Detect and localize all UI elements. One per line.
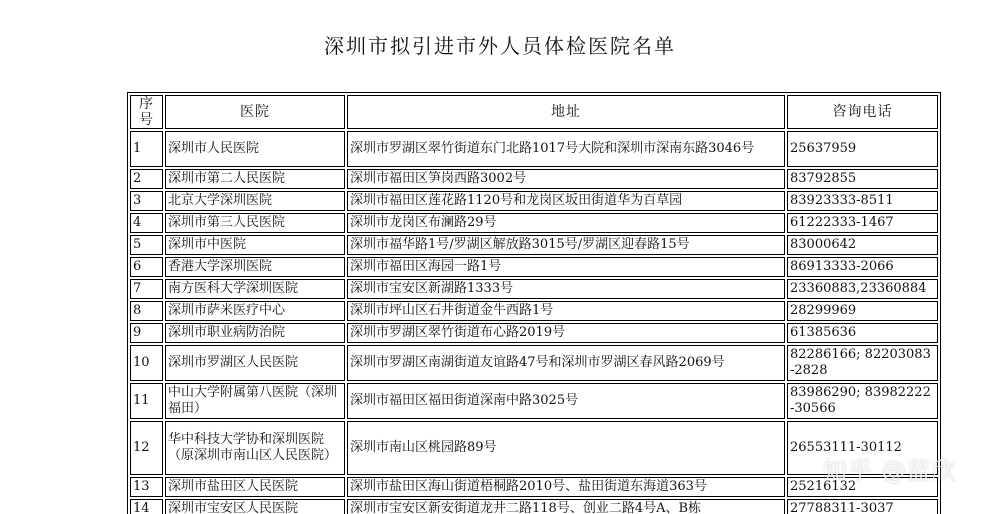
cell-hospital: 深圳市职业病防治院 bbox=[165, 323, 345, 343]
table-row bbox=[130, 345, 938, 381]
table-row bbox=[130, 499, 938, 514]
cell-hospital: 北京大学深圳医院 bbox=[165, 191, 345, 211]
cell-address: 深圳市坪山区石井街道金牛西路1号 bbox=[347, 301, 785, 321]
cell-no: 1 bbox=[130, 131, 163, 167]
cell-phone: 25637959 bbox=[787, 131, 938, 167]
cell-address: 深圳市南山区桃园路89号 bbox=[347, 421, 785, 475]
cell-address: 深圳市福田区笋岗西路3002号 bbox=[347, 169, 785, 189]
cell-hospital: 深圳市罗湖区人民医院 bbox=[165, 345, 345, 381]
cell-address: 深圳市福华路1号/罗湖区解放路3015号/罗湖区迎春路15号 bbox=[347, 235, 785, 255]
cell-phone: 61385636 bbox=[787, 323, 938, 343]
table-row bbox=[130, 257, 938, 277]
cell-hospital: 深圳市人民医院 bbox=[165, 131, 345, 167]
cell-no: 11 bbox=[130, 383, 163, 419]
cell-no: 9 bbox=[130, 323, 163, 343]
cell-hospital: 中山大学附属第八医院（深圳福田） bbox=[165, 383, 345, 419]
cell-hospital: 南方医科大学深圳医院 bbox=[165, 279, 345, 299]
cell-address: 深圳市宝安区新湖路1333号 bbox=[347, 279, 785, 299]
table-row bbox=[130, 301, 938, 321]
page-title: 深圳市拟引进市外人员体检医院名单 bbox=[324, 34, 676, 58]
cell-address: 深圳市福田区莲花路1120号和龙岗区坂田街道华为百草园 bbox=[347, 191, 785, 211]
cell-address: 深圳市福田区海园一路1号 bbox=[347, 257, 785, 277]
cell-phone: 82286166; 82203083-2828 bbox=[787, 345, 938, 381]
cell-phone: 27788311-3037 bbox=[787, 499, 938, 514]
cell-phone: 83986290; 83982222-30566 bbox=[787, 383, 938, 419]
cell-no: 4 bbox=[130, 213, 163, 233]
cell-address: 深圳市宝安区新安街道龙井二路118号、创业二路4号A、B栋 bbox=[347, 499, 785, 514]
cell-no: 3 bbox=[130, 191, 163, 211]
cell-address: 深圳市罗湖区南湖街道友谊路47号和深圳市罗湖区春风路2069号 bbox=[347, 345, 785, 381]
cell-phone: 83792855 bbox=[787, 169, 938, 189]
cell-phone: 83923333-8511 bbox=[787, 191, 938, 211]
table-row bbox=[130, 421, 938, 475]
cell-no: 5 bbox=[130, 235, 163, 255]
cell-hospital: 深圳市盐田区人民医院 bbox=[165, 477, 345, 497]
cell-phone: 86913333-2066 bbox=[787, 257, 938, 277]
cell-phone: 23360883,23360884 bbox=[787, 279, 938, 299]
cell-hospital: 深圳市第二人民医院 bbox=[165, 169, 345, 189]
cell-hospital: 深圳市宝安区人民医院 bbox=[165, 499, 345, 514]
cell-hospital: 香港大学深圳医院 bbox=[165, 257, 345, 277]
table-row bbox=[130, 213, 938, 233]
table-row bbox=[130, 477, 938, 497]
cell-no: 10 bbox=[130, 345, 163, 381]
cell-no: 12 bbox=[130, 421, 163, 475]
hospital-table bbox=[127, 92, 941, 514]
cell-no: 2 bbox=[130, 169, 163, 189]
cell-no: 8 bbox=[130, 301, 163, 321]
table-row bbox=[130, 323, 938, 343]
cell-phone: 25216132 bbox=[787, 477, 938, 497]
table-row bbox=[130, 383, 938, 419]
cell-no: 7 bbox=[130, 279, 163, 299]
cell-no: 6 bbox=[130, 257, 163, 277]
cell-address: 深圳市罗湖区翠竹街道布心路2019号 bbox=[347, 323, 785, 343]
cell-phone: 83000642 bbox=[787, 235, 938, 255]
table-container bbox=[127, 92, 939, 514]
cell-hospital: 华中科技大学协和深圳医院（原深圳市南山区人民医院） bbox=[165, 421, 345, 475]
cell-no: 13 bbox=[130, 477, 163, 497]
cell-address: 深圳市罗湖区翠竹街道东门北路1017号大院和深圳市深南东路3046号 bbox=[347, 131, 785, 167]
header-hospital: 医院 bbox=[165, 95, 345, 129]
cell-hospital: 深圳市中医院 bbox=[165, 235, 345, 255]
table-header-row bbox=[130, 95, 938, 129]
cell-hospital: 深圳市萨米医疗中心 bbox=[165, 301, 345, 321]
cell-hospital: 深圳市第三人民医院 bbox=[165, 213, 345, 233]
header-address: 地址 bbox=[347, 95, 785, 129]
header-no: 序号 bbox=[130, 95, 163, 129]
cell-address: 深圳市盐田区海山街道梧桐路2010号、盐田街道东海道363号 bbox=[347, 477, 785, 497]
cell-phone: 61222333-1467 bbox=[787, 213, 938, 233]
cell-address: 深圳市龙岗区布澜路29号 bbox=[347, 213, 785, 233]
table-row bbox=[130, 191, 938, 211]
cell-phone: 26553111-30112 bbox=[787, 421, 938, 475]
zhihu-watermark: 知乎 @蓝欣 bbox=[823, 457, 957, 485]
cell-phone: 28299969 bbox=[787, 301, 938, 321]
header-phone: 咨询电话 bbox=[787, 95, 938, 129]
cell-no: 14 bbox=[130, 499, 163, 514]
table-row bbox=[130, 235, 938, 255]
table-row bbox=[130, 169, 938, 189]
table-row bbox=[130, 131, 938, 167]
table-row bbox=[130, 279, 938, 299]
cell-address: 深圳市福田区福田街道深南中路3025号 bbox=[347, 383, 785, 419]
